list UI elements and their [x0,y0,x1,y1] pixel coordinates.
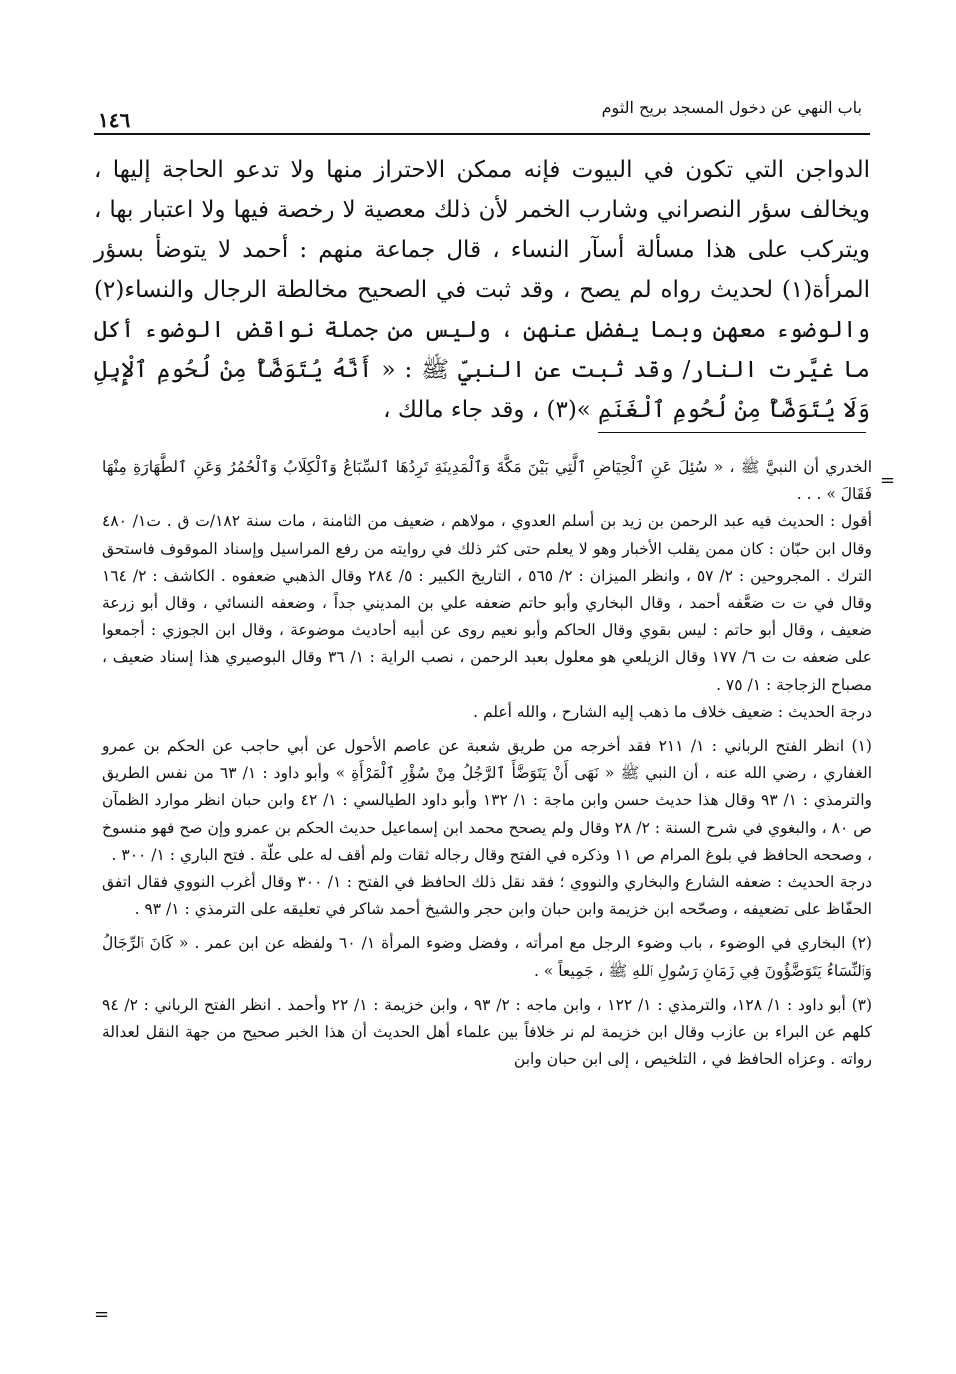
footnote-number: (١) [851,737,872,756]
continuation-mark-top: = [880,470,896,491]
footnote-paragraph: أقول : الحديث فيه عبد الرحمن بن زيد بن أسلم العدوي ، مولاهم ، ضعيف من الثامنة ، مات سنة ١٨٢/ت ق . ت١/ ٤٨٠ وقال ابن حبّان : كان ممن يقلب الأخبار وهو لا يعلم حتى كثر ذلك في روايته من رفع المراسيل وإسناد الموقوف فاستحق الترك . المجروحين : ٢/ ٥٧ ، وانظر الميزان : ٢/ ٥٦٥ ، التاريخ الكبير : ٥/ ٢٨٤ وقال الذهبي ضعفوه . الكاشف : ٢/ ١٦٤ وقال في ت ت ضعَّفه أحمد ، وقال البخاري وأبو حاتم ضعفه علي بن المديني جداً ، وضعفه النسائي ، وقال أبو زرعة ضعيف ، وقال أبو حاتم : ليس بقوي وقال الحاكم وأبو نعيم روى عن أبيه أحاديث موضوعة ، وقال ابن الجوزي : أجمعوا على ضعفه ت ت ٦/ ١٧٧ وقال الزيلعي هو معلول بعبد الرحمن ، نصب الراية : ١/ ٣٦ وقال البوصيري هذا إسناد ضعيف ، مصباح الزجاجة : ١/ ٧٥ . [102,512,873,694]
footnote-paragraph: الخدري أن النبيَّ ﷺ ، « سُئِلَ عَنِ ٱلْحِيَاضِ ٱلَّتِي بَيْنَ مَكَّةَ وَٱلْمَدِينَةِ تَرِدُهَا ٱلسِّبَاعُ وَٱلْكِلَابُ وَٱلْحُمُرُ وَعَنِ ٱلطَّهَارَةِ مِنْهَا فَقَالَ » . . . [102,458,872,504]
continuation-mark-bottom: = [94,1304,110,1325]
footnote-2 [102,930,872,984]
footnote-text: أبو داود : ١/ ١٢٨، والترمذي : ١/ ١٢٢ ، وابن ماجه : ٢/ ٩٣ ، وابن خزيمة : ١/ ٢٢ وأحمد . انظر الفتح الرباني : ٢/ ٩٤ كلهم عن البراء بن عازب وقال ابن خزيمة لم نر خلافاً بين علماء أهل الحديث أن هذا الخبر صحيح من جهة النقل لعدالة رواته . وعزاه الحافظ في ، التلخيص ، إلى ابن حبان وابن [102,995,872,1069]
footnote-number: (٣) [851,995,873,1014]
footnote-paragraph: درجة الحديث : ضعفه الشارع والبخاري والنووي ؛ فقد نقل ذلك الحافظ في الفتح : ١/ ٣٠٠ وقال أغرب النووي فقال اتفق الحفّاظ على تضعيفه ، وصحّحه ابن خزيمة وابن حبان وابن حجر والشيخ أحمد شاكر في تعليقه على الترمذي : ١/ ٩٣ . [102,873,872,919]
footnote-paragraph [102,733,872,869]
footnotes [102,454,872,1080]
footnote-paragraph: درجة الحديث : ضعيف خلاف ما ذهب إليه الشارح ، والله أعلم . [473,702,872,721]
footnote-carry-over [102,454,872,726]
footnote-paragraph [102,992,872,1074]
footnote-divider [598,432,866,433]
footnote-3 [102,992,872,1074]
footnote-text: انظر الفتح الرباني : ١/ ٢١١ فقد أخرجه من طريق شعبة عن عاصم الأحول عن أبي حاجب عن الحكم بن عمرو الغفاري ، رضي الله عنه ، أن النبي ﷺ « نَهَى أَنْ يَتَوَضَّأَ ٱلرَّجُلُ مِنْ سُؤْرِ ٱلْمَرْأَةِ » وأبو داود : ١/ ٦٣ من نفس الطريق والترمذي : ١/ ٩٣ وقال هذا حديث حسن وابن ماجة : ١/ ١٣٢ وأبو داود الطيالسي : ١/ ٤٢ وابن حبان انظر موارد الظمآن ص ٨٠ ، والبغوي في شرح السنة : ٢/ ٢٨ وقال ولم يصحح محمد ابن إسماعيل حديث الحكم بن عمرو وإن صح فهو منسوخ ، وصححه الحافظ في بلوغ المرام ص ١١ وذكره في الفتح وقال رجاله ثقات ولم أقف له على علّة . فتح الباري : ١/ ٣٠٠ . [102,737,873,864]
footnote-paragraph [102,930,872,984]
page-number: ١٤٦ [98,108,131,132]
footnote-1 [102,733,872,923]
main-paragraph: الدواجن التي تكون في البيوت فإنه ممكن الاحتراز منها ولا تدعو الحاجة إليها ، ويخالف سؤر النصراني وشارب الخمر لأن ذلك معصية لا رخصة فيها ولا اعتبار بها ، ويتركب على هذا مسألة أسآر النساء ، قال جماعة منهم : أحمد لا يتوضأ بسؤر المرأة(١) لحديث رواه لم يصح ، وقد ثبت في الصحيح مخالطة الرجال والنساء(٢) والوضوء معهن وبما يفضل عنهن ، وليس من جملة نواقض الوضوء أكل ما غيَّرت النار/ وقد ثبت عن النبيِّ ﷺ : « أَنَّهُ يُتَوَضَّأُ مِنْ لُحُومِ ٱلْإِبِلِ وَلَا يُتَوَضَّأُ مِنْ لُحُومِ ٱلْغَنَمِ »(٣) ، وقد جاء مالك ، [94,157,870,423]
footnote-number: (٢) [851,934,872,953]
footnote-text: البخاري في الوضوء ، باب وضوء الرجل مع امرأته ، وفضل وضوء المرأة ١/ ٦٠ ولفظه عن ابن عمر . « كَانَ ٱلرِّجَالُ وَٱلنِّسَاءُ يَتَوَضَّؤُونَ فِي زَمَانِ رَسُولِ ٱللهِ ﷺ ، جَمِيعاً » . [102,934,872,980]
main-text [94,150,870,430]
chapter-title: باب النهي عن دخول المسجد بريح الثوم [601,98,862,117]
header-divider [94,133,870,135]
